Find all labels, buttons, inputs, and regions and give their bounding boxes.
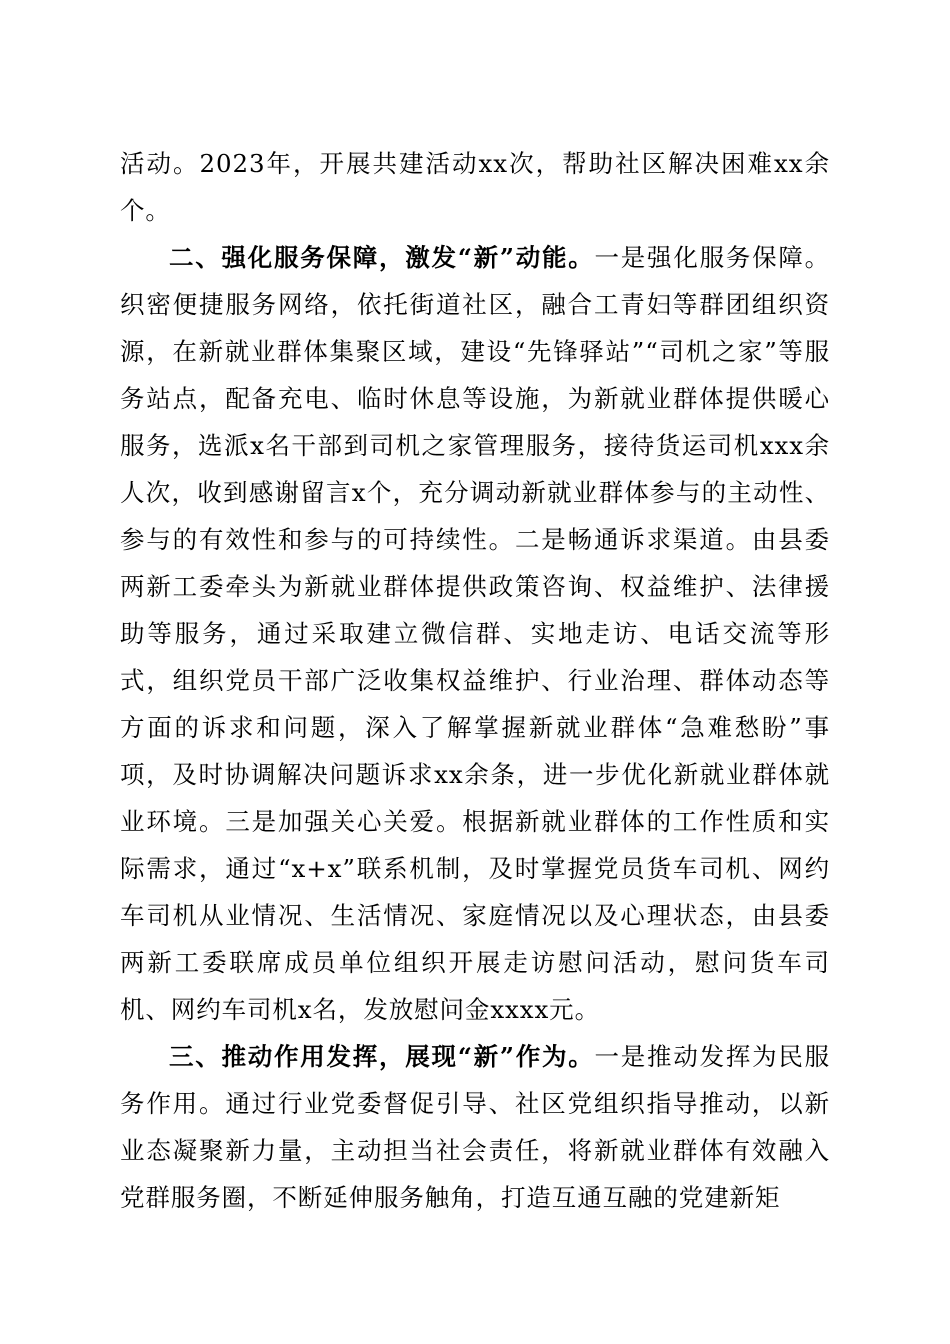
paragraph-text: 一是推动发挥为民服务作用。通过行业党委督促引导、社区党组织指导推动，以新业态凝聚新力量，主动担当社会责任，将新就业群体有效融入党群服务圈，不断延伸服务触角，打造互通互融的党建新矩 — [120, 1042, 830, 1212]
paragraph-continuation — [120, 140, 830, 234]
paragraph-section-3 — [120, 1033, 830, 1221]
paragraph-text: 一是强化服务保障。织密便捷服务网络，依托街道社区，融合工青妇等群团组织资源，在新就业群体集聚区域，建设“先锋驿站”“司机之家”等服务站点，配备充电、临时休息等设施，为新就业群体提供暖心服务，选派x名干部到司机之家管理服务，接待货运司机xxx余人次，收到感谢留言x个，充分调动新就业群体参与的主动性、参与的有效性和参与的可持续性。二是畅通诉求渠道。由县委两新工委牵头为新就业群体提供政策咨询、权益维护、法律援助等服务，通过采取建立微信群、实地走访、电话交流等形式，组织党员干部广泛收集权益维护、行业治理、群体动态等方面的诉求和问题，深入了解掌握新就业群体“急难愁盼”事项，及时协调解决问题诉求xx余条，进一步优化新就业群体就业环境。三是加强关心关爱。根据新就业群体的工作性质和实际需求，通过“x+x”联系机制，及时掌握党员货车司机、网约车司机从业情况、生活情况、家庭情况以及心理状态，由县委两新工委联席成员单位组织开展走访慰问活动，慰问货车司机、网约车司机x名，发放慰问金xxxx元。 — [120, 243, 830, 1024]
section-heading: 二、强化服务保障，激发“新”动能。 — [169, 243, 595, 272]
paragraph-text: 活动。2023年，开展共建活动xx次，帮助社区解决困难xx余个。 — [120, 149, 830, 225]
document-body — [120, 140, 830, 1221]
paragraph-section-2 — [120, 234, 830, 1033]
section-heading: 三、推动作用发挥，展现“新”作为。 — [169, 1042, 595, 1071]
